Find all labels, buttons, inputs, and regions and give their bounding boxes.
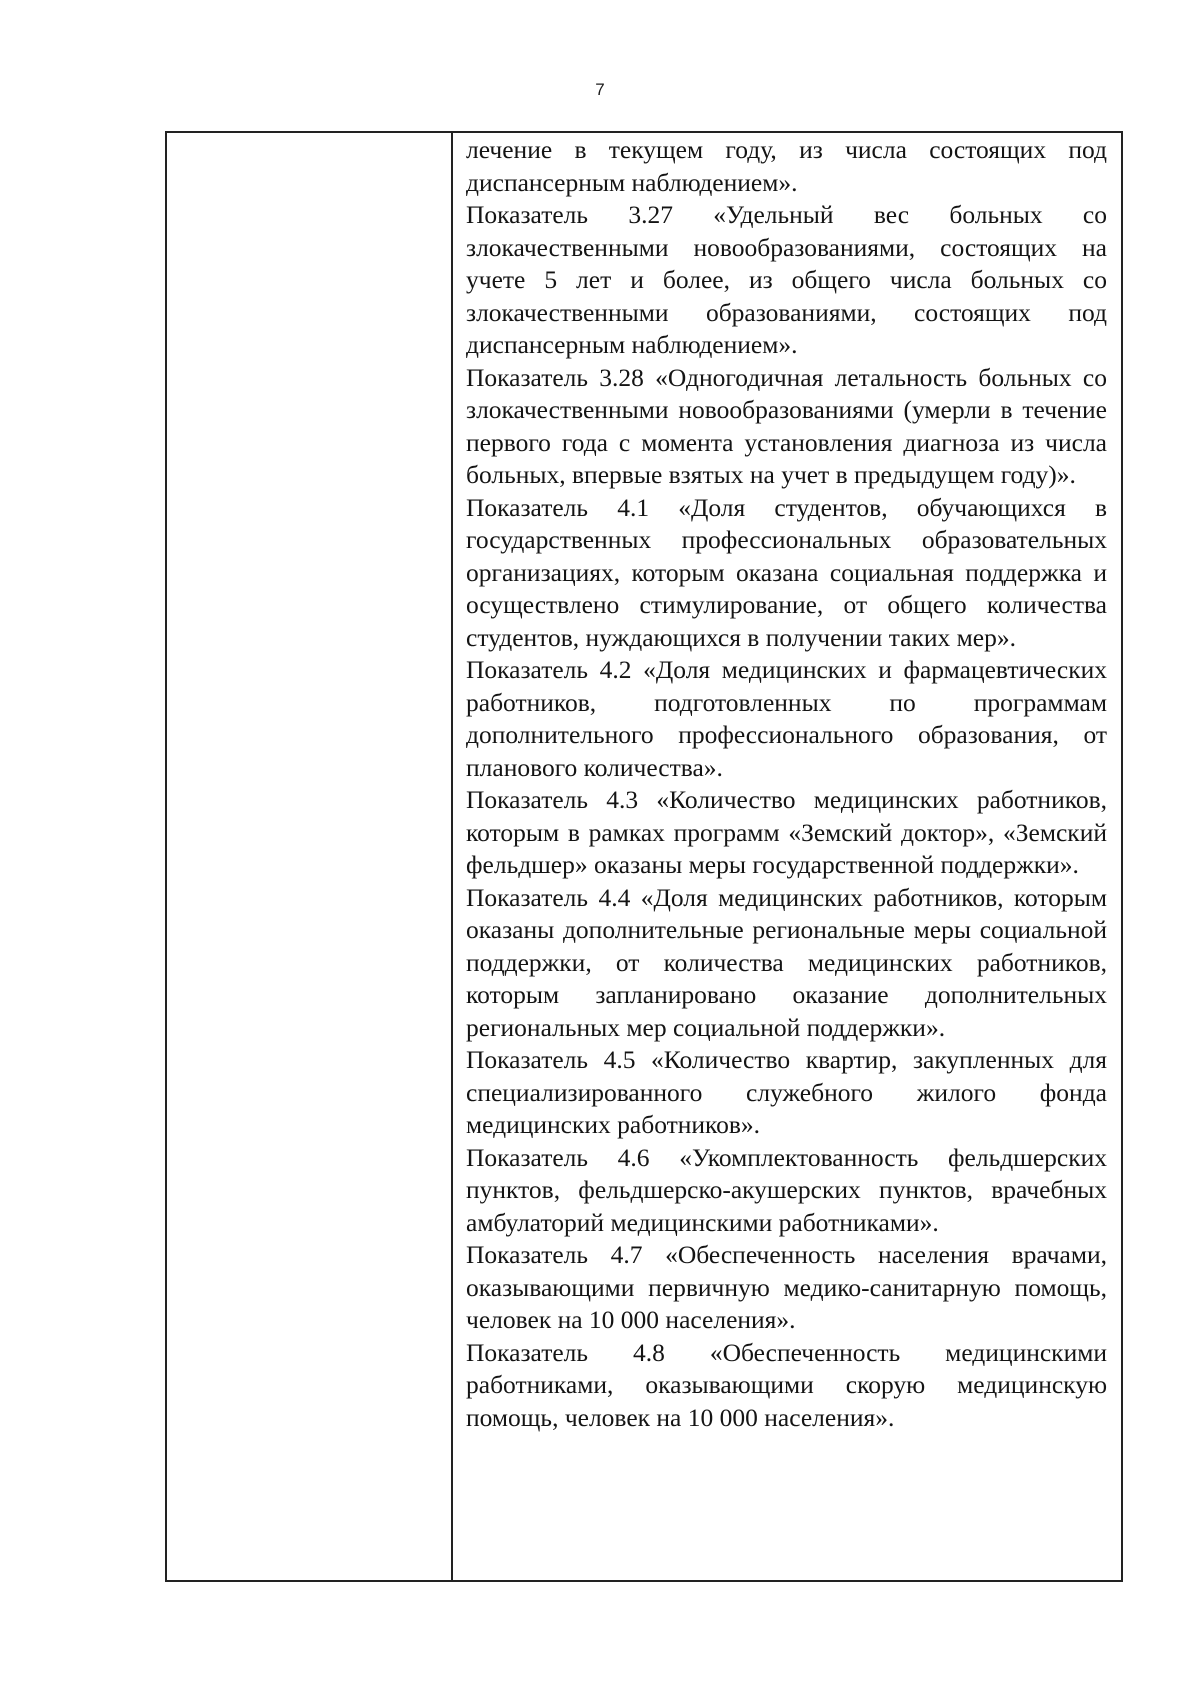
paragraph-indicator-4-1: Показатель 4.1 «Доля студентов, обучающихся в государственных профессиональных образовательных организациях, которым оказана социальная поддержка и осуществлено стимулирование, от общего количества студентов, нуждающихся в получении таких мер». <box>466 492 1107 652</box>
table-right-column <box>453 133 1121 1580</box>
paragraph-indicator-4-6: Показатель 4.6 «Укомплектованность фельдшерских пунктов, фельдшерско-акушерских пунктов, врачебных амбулаторий медицинскими работниками». <box>466 1142 1107 1237</box>
paragraph-indicator-4-2: Показатель 4.2 «Доля медицинских и фармацевтических работников, подготовленных по программам дополнительного профессионального образования, от планового количества». <box>466 655 1107 782</box>
paragraph-indicator-4-7: Показатель 4.7 «Обеспеченность населения врачами, оказывающими первичную медико-санитарную помощь, человек на 10 000 населения». <box>466 1240 1107 1334</box>
paragraph-indicator-4-8: Показатель 4.8 «Обеспеченность медицинскими работниками, оказывающими скорую медицинскую помощь, человек на 10 000 населения». <box>466 1337 1107 1432</box>
paragraph-indicator-4-3: Показатель 4.3 «Количество медицинских работников, которым в рамках программ «Земский доктор», «Земский фельдшер» оказаны меры государственной поддержки». <box>466 785 1107 879</box>
paragraph-indicator-3-27: Показатель 3.27 «Удельный вес больных со злокачественными новообразованиями, состоящих на учете 5 лет и более, из общего числа больных со злокачественными образованиями, состоящих под диспансерным наблюдением». <box>466 200 1107 359</box>
paragraph-continuation: лечение в текущем году, из числа состоящих под диспансерным наблюдением». <box>466 135 1107 197</box>
table-left-column <box>167 133 453 1580</box>
paragraph-indicator-4-4: Показатель 4.4 «Доля медицинских работников, которым оказаны дополнительные региональные меры социальной поддержки, от количества медицинских работников, которым запланировано оказание дополнительных региональных мер социальной поддержки». <box>466 882 1107 1042</box>
page-number: 7 <box>595 80 605 99</box>
paragraph-indicator-3-28: Показатель 3.28 «Одногодичная летальность больных со злокачественными новообразованиями (умерли в течение первого года с момента установления диагноза из числа больных, впервые взятых на учет в предыдущем году)». <box>466 362 1107 489</box>
document-table <box>165 131 1123 1582</box>
paragraph-indicator-4-5: Показатель 4.5 «Количество квартир, закупленных для специализированного служебного жилого фонда медицинских работников». <box>466 1045 1107 1139</box>
